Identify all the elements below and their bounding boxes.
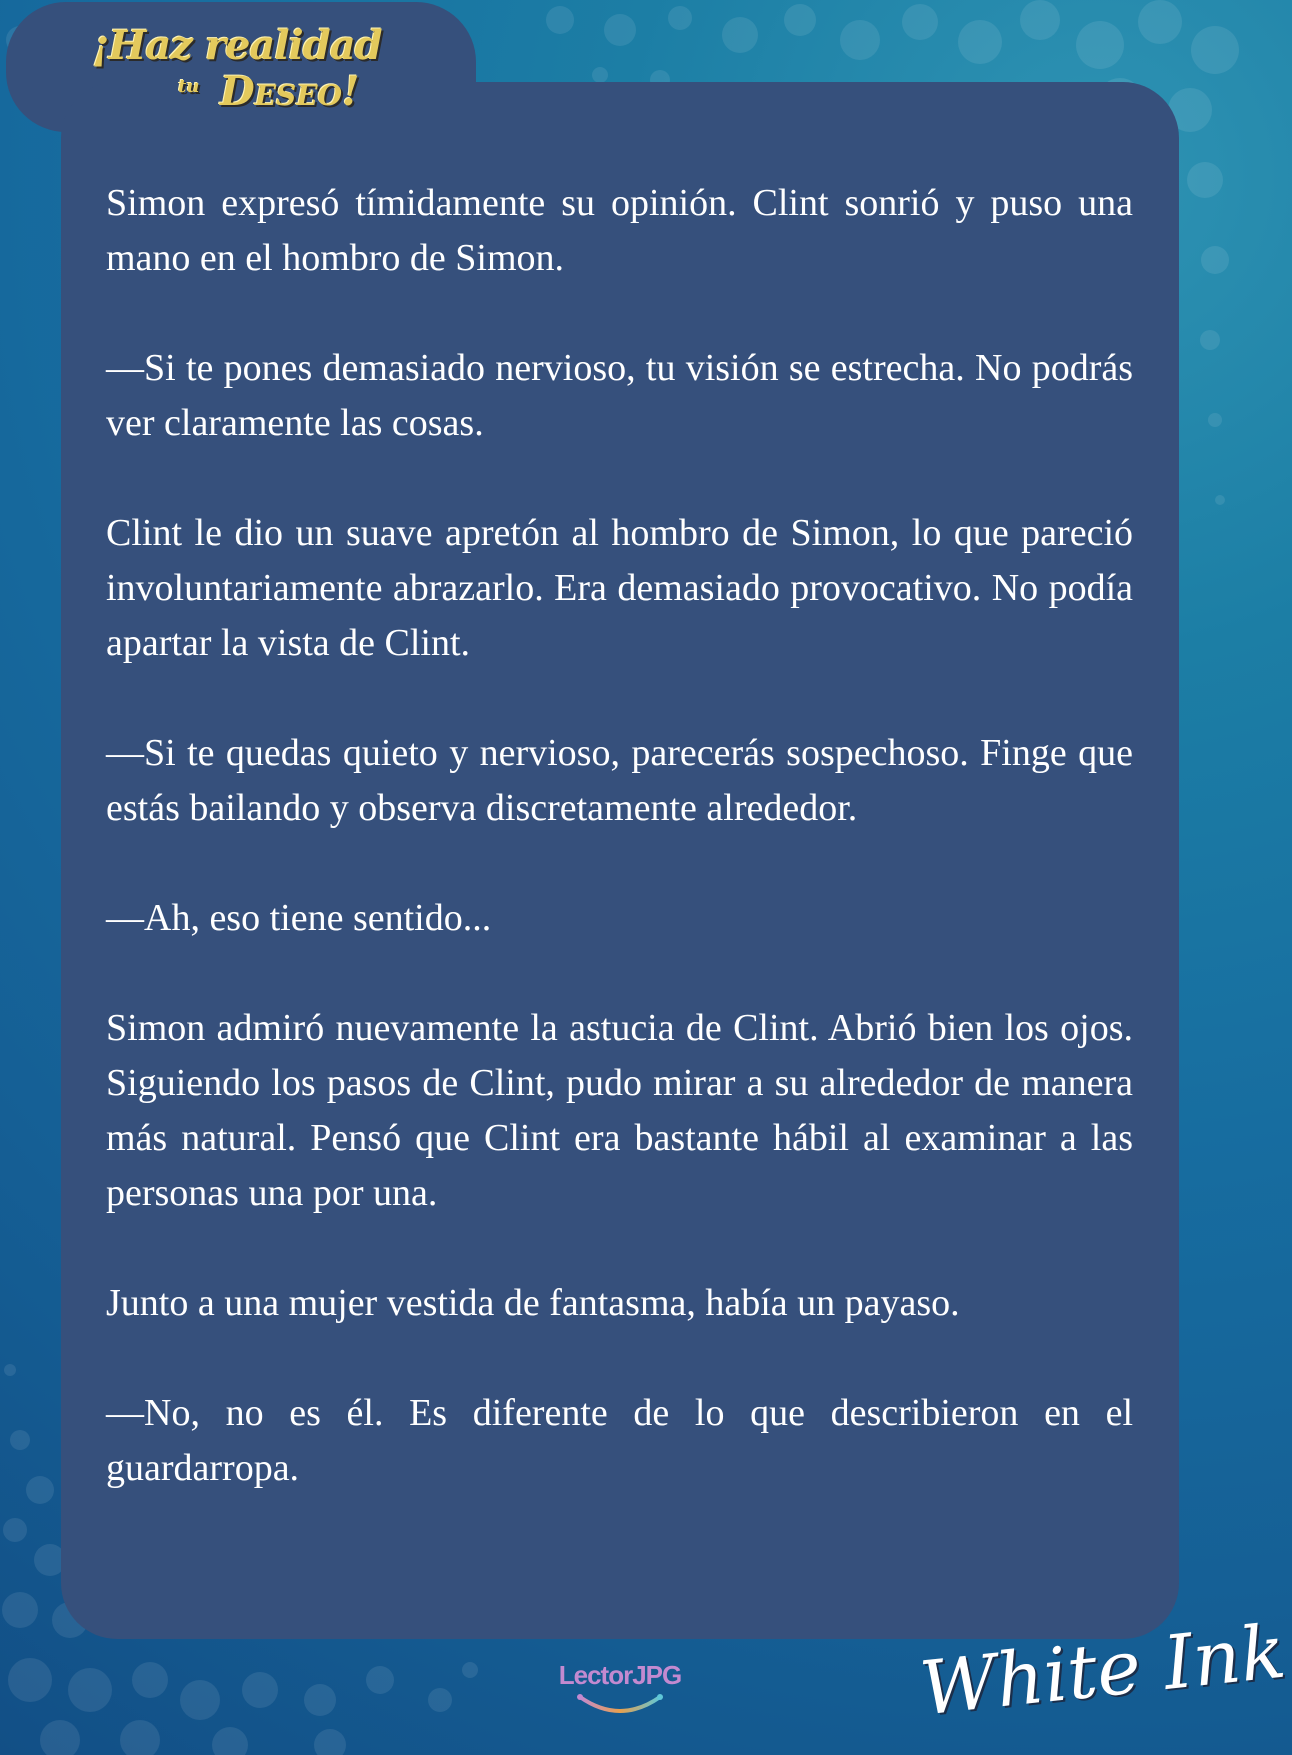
lectorjpg-smile-icon bbox=[570, 1691, 670, 1719]
white-ink-signature: White Ink bbox=[916, 1608, 1290, 1733]
logo-line-2-small: tu bbox=[178, 76, 200, 97]
paragraph: Junto a una mujer vestida de fantasma, había un payaso. bbox=[106, 1282, 960, 1324]
lectorjpg-logo bbox=[540, 1660, 700, 1730]
haz-realidad-tu-deseo-logo bbox=[92, 22, 382, 122]
logo-line-2: Deseo! bbox=[220, 68, 360, 115]
paragraph: Simon admiró nuevamente la astucia de Clint. Abrió bien los ojos. Siguiendo los pasos de Clint, pudo mirar a su alrededor de manera más natural. Pensó que Clint era bastante hábil al examinar a las personas una por una. bbox=[106, 1007, 1133, 1214]
paragraph: —Si te quedas quieto y nervioso, parecerás sospechoso. Finge que estás bailando y observa discretamente alrededor. bbox=[106, 732, 1133, 829]
lectorjpg-logo-text: LectorJPG bbox=[558, 1660, 682, 1690]
logo-line-1: ¡Haz realidad bbox=[92, 22, 382, 69]
paragraph: Simon expresó tímidamente su opinión. Clint sonrió y puso una mano en el hombro de Simon. bbox=[106, 182, 1133, 279]
paragraph: Clint le dio un suave apretón al hombro de Simon, lo que pareció involuntariamente abrazarlo. Era demasiado provocativo. No podía apartar la vista de Clint. bbox=[106, 512, 1133, 664]
story-text bbox=[106, 176, 1133, 1551]
paragraph: —Si te pones demasiado nervioso, tu visión se estrecha. No podrás ver claramente las cosas. bbox=[106, 347, 1133, 444]
paragraph: —Ah, eso tiene sentido... bbox=[106, 897, 492, 939]
paragraph: —No, no es él. Es diferente de lo que describieron en el guardarropa. bbox=[106, 1392, 1133, 1489]
